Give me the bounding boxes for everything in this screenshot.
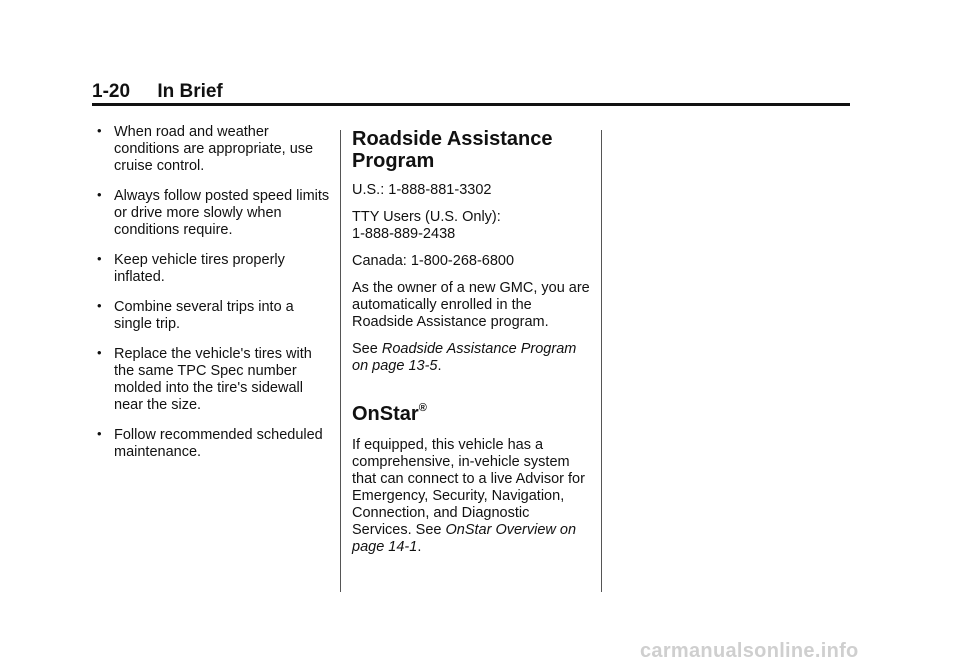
bullet-list <box>92 124 332 474</box>
column-divider <box>601 130 602 592</box>
list-item <box>92 427 332 461</box>
site-watermark: carmanualsonline.info <box>640 640 859 662</box>
onstar-heading-text: OnStar <box>352 403 419 425</box>
list-item <box>92 188 332 239</box>
tty-label: TTY Users (U.S. Only): <box>352 209 501 225</box>
list-item <box>92 299 332 333</box>
list-item <box>92 346 332 414</box>
list-item-text: Always follow posted speed limits or drive more slowly when conditions require. <box>114 188 330 238</box>
onstar-heading <box>352 397 592 425</box>
list-item-text: Replace the vehicle's tires with the same TPC Spec number molded into the tire's sidewall near the size. <box>114 346 312 413</box>
list-item-text: Keep vehicle tires properly inflated. <box>114 252 285 285</box>
list-item-text: Follow recommended scheduled maintenance. <box>114 427 323 460</box>
list-item-text: When road and weather conditions are appropriate, use cruise control. <box>114 124 314 174</box>
column-divider <box>340 130 341 592</box>
registered-mark: ® <box>418 402 427 414</box>
onstar-page-link[interactable]: OnStar Overview on page 14-1 <box>352 522 577 555</box>
page-number: 1-20 <box>92 81 131 102</box>
page-header <box>92 80 850 104</box>
header-rule <box>92 103 850 106</box>
tty-block <box>352 209 592 243</box>
canada-phone-line: Canada: 1-800-268-6800 <box>352 253 515 269</box>
roadside-heading: Roadside Assistance Program <box>352 128 553 172</box>
right-column <box>352 128 592 566</box>
list-item-text: Combine several trips into a single trip. <box>114 299 294 332</box>
bullet-icon: • <box>97 426 102 441</box>
onstar-see-suffix: . <box>417 539 422 555</box>
see-prefix: See <box>352 341 382 357</box>
bullet-icon: • <box>97 187 102 202</box>
onstar-body-text: If equipped, this vehicle has a comprehensive, in-vehicle system that can connect to a live Advisor for Emergency, Security, Navigation, Connection, and Diagnostic Services. See <box>352 437 585 538</box>
see-suffix: . <box>437 358 442 374</box>
tty-number: 1-888-889-2438 <box>352 226 456 242</box>
bullet-icon: • <box>97 298 102 313</box>
roadside-page-link[interactable]: Roadside Assistance Program on page 13-5 <box>352 341 577 374</box>
list-item <box>92 124 332 175</box>
us-phone-line: U.S.: 1-888-881-3302 <box>352 182 492 198</box>
owner-paragraph: As the owner of a new GMC, you are automatically enrolled in the Roadside Assistance program. <box>352 280 590 330</box>
roadside-see-reference <box>352 341 592 375</box>
bullet-icon: • <box>97 123 102 138</box>
section-title: In Brief <box>157 81 223 102</box>
onstar-paragraph <box>352 437 592 556</box>
list-item <box>92 252 332 286</box>
bullet-icon: • <box>97 345 102 360</box>
bullet-icon: • <box>97 251 102 266</box>
